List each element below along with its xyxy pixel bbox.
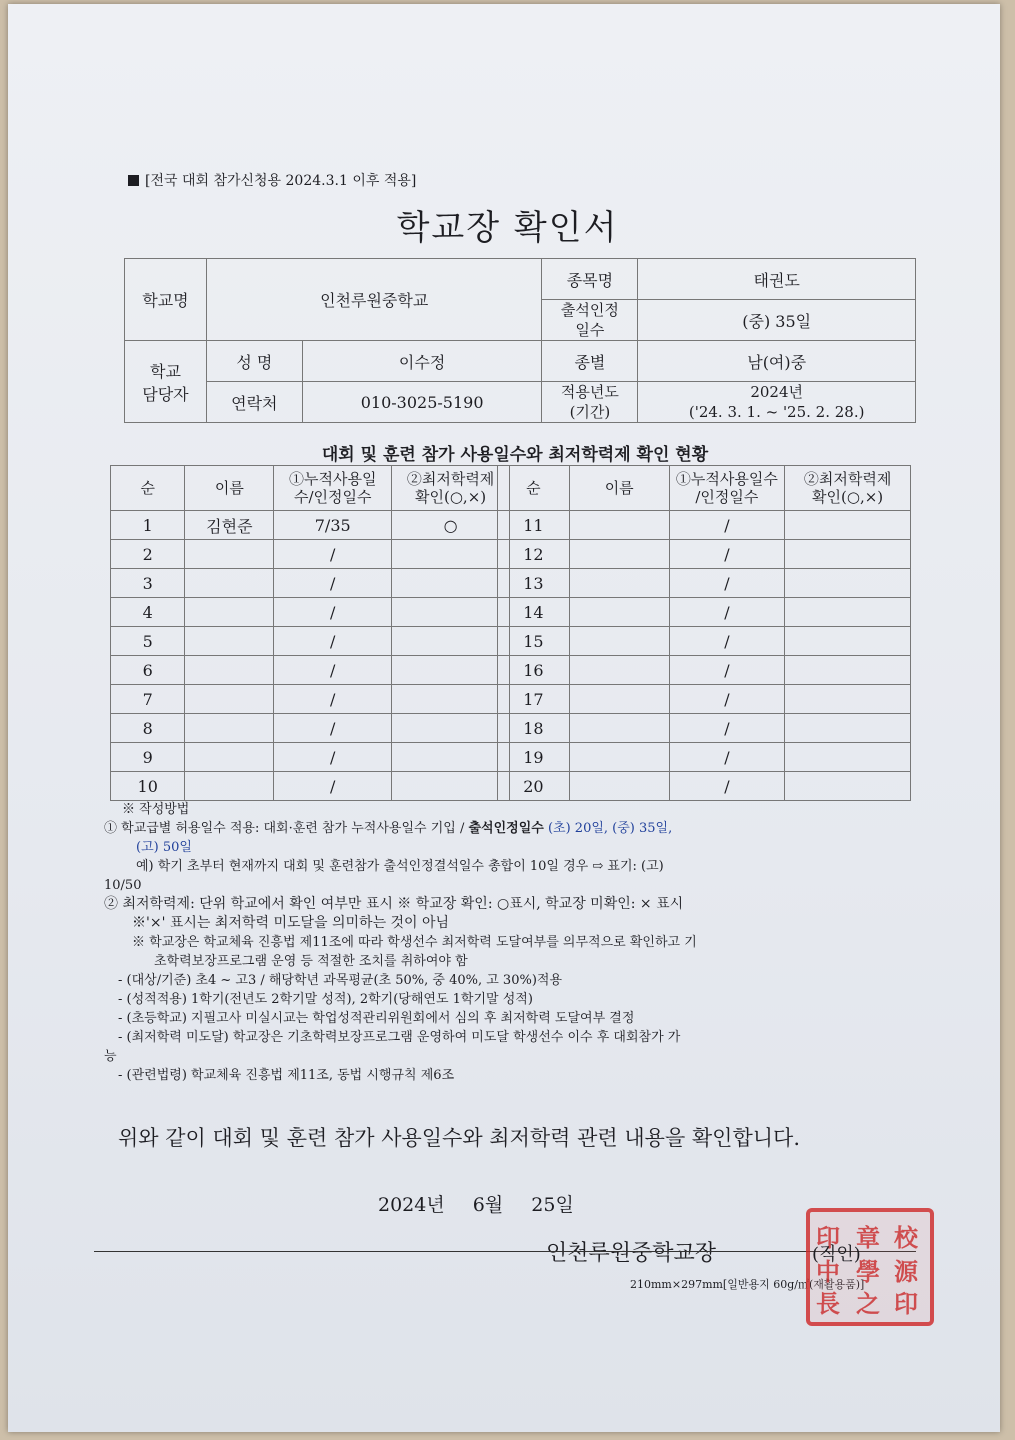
section-title: 대회 및 훈련 참가 사용일수와 최저학력제 확인 현황 xyxy=(321,445,709,465)
note-6: - (최저학력 미도달) 학교장은 기초학력보장프로그램 운영하여 미도달 학생선수 이수 후 대회참가 가 xyxy=(118,1030,681,1045)
row-days: 7/35 xyxy=(274,511,392,540)
row-academic-check xyxy=(392,685,510,714)
row-academic-check xyxy=(392,540,510,569)
note-2-law: ※ 학교장은 학교체육 진흥법 제11조에 따라 학생선수 최저학력 도달여부를 의무적으로 확인하고 기 xyxy=(132,935,697,950)
row-academic-check xyxy=(392,627,510,656)
row-days: / xyxy=(274,743,392,772)
event-label: 종목명 xyxy=(542,259,638,300)
row-days: / xyxy=(274,714,392,743)
table-row xyxy=(498,685,911,714)
row-number: 8 xyxy=(111,714,185,743)
name-label: 성 명 xyxy=(206,341,302,382)
school-value: 인천루원중학교 xyxy=(206,259,542,341)
row-academic-check xyxy=(785,569,911,598)
bullet-square-icon xyxy=(128,175,139,186)
row-days: / xyxy=(274,772,392,801)
note-5: - (초등학교) 지필고사 미실시교는 학업성적관리위원회에서 심의 후 최저학력 도달여부 결정 xyxy=(118,1011,635,1026)
seal-label: (직인) xyxy=(812,1244,861,1265)
table-row xyxy=(498,743,911,772)
col-acad-header: ②최저학력제 확인(○,×) xyxy=(392,466,510,511)
row-name xyxy=(569,714,669,743)
row-name xyxy=(185,685,274,714)
row-number: 19 xyxy=(498,743,570,772)
row-number: 14 xyxy=(498,598,570,627)
table-row xyxy=(111,540,510,569)
row-academic-check xyxy=(785,511,911,540)
signature-line xyxy=(94,1251,916,1252)
row-name xyxy=(569,685,669,714)
right-rows xyxy=(498,511,911,801)
col-no-header: 순 xyxy=(111,466,185,511)
row-academic-check xyxy=(785,714,911,743)
row-name xyxy=(569,772,669,801)
year-label: 적용년도 (기간) xyxy=(542,382,638,423)
row-number: 7 xyxy=(111,685,185,714)
row-academic-check xyxy=(392,569,510,598)
row-academic-check xyxy=(785,656,911,685)
table-row xyxy=(111,714,510,743)
row-academic-check xyxy=(785,540,911,569)
row-days: / xyxy=(274,569,392,598)
official-seal-stamp: 印 章 校 中 學 源 長 之 印 xyxy=(806,1208,934,1326)
table-row xyxy=(498,569,911,598)
row-number: 18 xyxy=(498,714,570,743)
row-number: 4 xyxy=(111,598,185,627)
row-academic-check: ○ xyxy=(392,511,510,540)
row-name xyxy=(569,598,669,627)
row-name xyxy=(569,656,669,685)
table-row xyxy=(498,772,911,801)
participation-table-left xyxy=(110,465,510,801)
row-name xyxy=(185,598,274,627)
type-value: 남(여)중 xyxy=(638,341,916,382)
note-6-cont: 능 xyxy=(104,1049,117,1064)
row-number: 16 xyxy=(498,656,570,685)
row-days: / xyxy=(669,540,785,569)
contact-label: 연락처 xyxy=(206,382,302,423)
row-academic-check xyxy=(785,685,911,714)
row-name xyxy=(569,511,669,540)
row-academic-check xyxy=(785,598,911,627)
row-number: 10 xyxy=(111,772,185,801)
note-1-example-cont: 10/50 xyxy=(104,878,142,893)
teacher-label: 학교 담당자 xyxy=(125,341,207,423)
table-row xyxy=(498,540,911,569)
note-2: ② 최저학력제: 단위 학교에서 확인 여부만 표시 ※ 학교장 확인: ○표시, 학교장 미확인: × 표시 xyxy=(104,896,684,912)
table-row xyxy=(111,511,510,540)
row-name xyxy=(569,627,669,656)
type-label: 종별 xyxy=(542,341,638,382)
note-1-cont: (고) 50일 xyxy=(136,840,192,855)
participation-table-right xyxy=(497,465,911,801)
row-days: / xyxy=(669,627,785,656)
row-number: 20 xyxy=(498,772,570,801)
table-row xyxy=(111,656,510,685)
document-title: 학교장 확인서 xyxy=(396,208,619,248)
contact-value: 010-3025-5190 xyxy=(302,382,542,423)
row-name xyxy=(185,540,274,569)
row-name xyxy=(185,714,274,743)
writing-instructions xyxy=(104,800,904,1085)
row-number: 9 xyxy=(111,743,185,772)
table-row xyxy=(111,685,510,714)
row-days: / xyxy=(274,540,392,569)
confirmation-statement: 위와 같이 대회 및 훈련 참가 사용일수와 최저학력 관련 내용을 확인합니다. xyxy=(118,1126,801,1150)
table-row xyxy=(111,743,510,772)
row-number: 3 xyxy=(111,569,185,598)
attend-value: (중) 35일 xyxy=(638,300,916,341)
note-4: - (성적적용) 1학기(전년도 2학기말 성적), 2학기(당해연도 1학기말 성적) xyxy=(118,992,533,1007)
row-number: 17 xyxy=(498,685,570,714)
header-note: [전국 대회 참가신청용 2024.3.1 이후 적용] xyxy=(128,170,416,190)
row-academic-check xyxy=(392,772,510,801)
col-acad-header: ②최저학력제 확인(○,×) xyxy=(785,466,911,511)
row-academic-check xyxy=(785,772,911,801)
row-days: / xyxy=(274,656,392,685)
row-number: 12 xyxy=(498,540,570,569)
row-number: 6 xyxy=(111,656,185,685)
table-row xyxy=(111,627,510,656)
row-days: / xyxy=(669,511,785,540)
table-row xyxy=(111,598,510,627)
row-days: / xyxy=(274,598,392,627)
paper-spec: 210mm×297mm[일반용지 60g/㎡(재활용품)] xyxy=(630,1278,865,1291)
col-no-header: 순 xyxy=(498,466,570,511)
row-name xyxy=(569,743,669,772)
row-academic-check xyxy=(392,714,510,743)
note-1: ① 학교급별 허용일수 적용: 대회·훈련 참가 누적사용일수 기입 / 출석인정일수 (초) 20일, (중) 35일, xyxy=(104,821,673,836)
notes-heading: ※ 작성방법 xyxy=(122,802,190,817)
table-row xyxy=(498,714,911,743)
col-days-header: ①누적사용일 수/인정일수 xyxy=(274,466,392,511)
row-academic-check xyxy=(785,627,911,656)
event-value: 태권도 xyxy=(638,259,916,300)
table-row xyxy=(498,511,911,540)
note-3: - (대상/기준) 초4 ~ 고3 / 해당학년 과목평균(초 50%, 중 40%, 고 30%)적용 xyxy=(118,973,563,988)
row-name xyxy=(185,743,274,772)
table-row xyxy=(498,598,911,627)
row-academic-check xyxy=(392,743,510,772)
row-days: / xyxy=(669,714,785,743)
note-2-sub: ※'×' 표시는 최저학력 미도달을 의미하는 것이 아님 xyxy=(132,915,450,931)
note-7: - (관련법령) 학교체육 진흥법 제11조, 동법 시행규칙 제6조 xyxy=(118,1068,455,1083)
row-days: / xyxy=(669,656,785,685)
row-name xyxy=(185,656,274,685)
col-name-header: 이름 xyxy=(185,466,274,511)
row-number: 5 xyxy=(111,627,185,656)
col-days-header: ①누적사용일수 /인정일수 xyxy=(669,466,785,511)
row-days: / xyxy=(274,627,392,656)
left-rows xyxy=(111,511,510,801)
issue-date: 2024년 6월 25일 xyxy=(378,1194,574,1216)
row-days: / xyxy=(669,743,785,772)
attend-label: 출석인정 일수 xyxy=(542,300,638,341)
year-value: 2024년 ('24. 3. 1. ~ '25. 2. 28.) xyxy=(638,382,916,423)
table-row xyxy=(498,627,911,656)
principal-name: 인천루원중학교장 xyxy=(546,1241,717,1266)
name-value: 이수정 xyxy=(302,341,542,382)
row-number: 2 xyxy=(111,540,185,569)
row-name xyxy=(185,569,274,598)
col-name-header: 이름 xyxy=(569,466,669,511)
note-1-example: 예) 학기 초부터 현재까지 대회 및 훈련참가 출석인정결석일수 총합이 10일 경우 ⇨ 표기: (고) xyxy=(136,859,664,874)
note-2-law-cont: 초학력보장프로그램 운영 등 적절한 조치를 취하여야 함 xyxy=(154,954,468,969)
row-number: 11 xyxy=(498,511,570,540)
row-academic-check xyxy=(392,656,510,685)
row-days: / xyxy=(669,772,785,801)
row-name xyxy=(185,627,274,656)
row-name xyxy=(569,540,669,569)
table-row xyxy=(111,772,510,801)
table-row xyxy=(498,656,911,685)
row-academic-check xyxy=(785,743,911,772)
row-days: / xyxy=(669,685,785,714)
row-number: 13 xyxy=(498,569,570,598)
row-number: 15 xyxy=(498,627,570,656)
row-academic-check xyxy=(392,598,510,627)
row-days: / xyxy=(274,685,392,714)
school-label: 학교명 xyxy=(125,259,207,341)
row-name xyxy=(185,772,274,801)
info-table xyxy=(124,258,916,423)
row-name: 김현준 xyxy=(185,511,274,540)
row-days: / xyxy=(669,598,785,627)
row-number: 1 xyxy=(111,511,185,540)
row-days: / xyxy=(669,569,785,598)
table-row xyxy=(111,569,510,598)
row-name xyxy=(569,569,669,598)
